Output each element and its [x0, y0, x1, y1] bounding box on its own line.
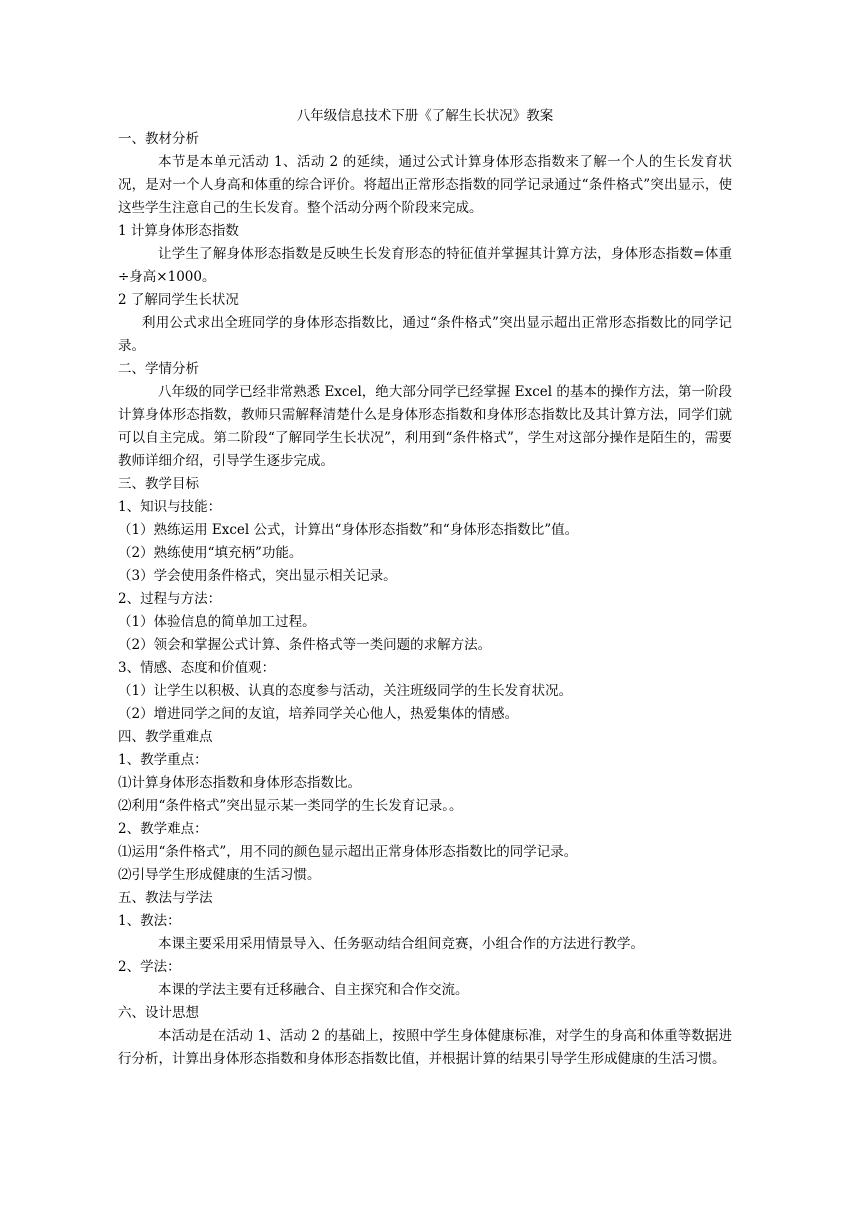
difficulty-item: ⑴运用“条件格式”，用不同的颜色显示超出正常身体形态指数比的同学记录。 [118, 844, 578, 860]
teaching-method-text: 本课主要采用采用情景导入、任务驱动结合组间竞赛，小组合作的方法进行教学。 [158, 936, 644, 952]
key-point-item: ⑵利用“条件格式”突出显示某一类同学的生长发育记录。。 [118, 798, 463, 814]
goal-1-heading: 1、知识与技能： [118, 499, 222, 515]
section-6-heading: 六、设计思想 [118, 1005, 199, 1021]
difficulty-item: ⑵引导学生形成健康的生活习惯。 [118, 867, 321, 883]
key-points-heading: 1、教学重点： [118, 752, 208, 768]
section-5-heading: 五、教法与学法 [118, 890, 213, 906]
section-1-paragraph-2: 让学生了解身体形态指数是反映生长发育形态的特征值并掌握其计算方法，身体形态指数=体重÷身高×1000。 [118, 246, 732, 285]
goal-1-item: （2）熟练使用“填充柄”功能。 [118, 545, 303, 561]
difficulties-heading: 2、教学难点： [118, 821, 208, 837]
document-page [118, 105, 732, 1071]
section-3-heading: 三、教学目标 [118, 476, 199, 492]
goal-3-heading: 3、情感、态度和价值观： [118, 660, 276, 676]
goal-2-heading: 2、过程与方法： [118, 591, 222, 607]
section-1-paragraph-1: 本节是本单元活动 1、活动 2 的延续，通过公式计算身体形态指数来了解一个人的生长发育状况，是对一个人身高和体重的综合评价。将超出正常形态指数的同学记录通过“条件格式”突出显示，使这些学生注意自己的生长发育。整个活动分两个阶段来完成。 [118, 154, 732, 216]
section-1-heading: 一、教材分析 [118, 131, 199, 147]
learning-method-text: 本课的学法主要有迁移融合、自主探究和合作交流。 [158, 982, 469, 998]
section-4-heading: 四、教学重难点 [118, 729, 213, 745]
learning-method-heading: 2、学法： [118, 959, 181, 975]
section-6-paragraph-1: 本活动是在活动 1、活动 2 的基础上，按照中学生身体健康标准，对学生的身高和体重等数据进行分析，计算出身体形态指数和身体形态指数比值，并根据计算的结果引导学生形成健康的生活习惯。 [118, 1028, 732, 1067]
teaching-method-heading: 1、教法： [118, 913, 181, 929]
goal-1-item: （3）学会使用条件格式，突出显示相关记录。 [118, 568, 397, 584]
document-title: 八年级信息技术下册《了解生长状况》教案 [296, 108, 554, 124]
section-1-paragraph-3: 利用公式求出全班同学的身体形态指数比，通过“条件格式”突出显示超出正常形态指数比的同学记录。 [118, 315, 732, 354]
section-2-paragraph-1: 八年级的同学已经非常熟悉 Excel，绝大部分同学已经掌握 Excel 的基本的操作方法，第一阶段计算身体形态指数，教师只需解释清楚什么是身体形态指数和身体形态指数比及其计算方法，同学们就可以自主完成。第二阶段“了解同学生长状况”，利用到“条件格式”，学生对这部分操作是陌生的，需要教师详细介绍，引导学生逐步完成。 [118, 384, 732, 469]
section-1-subheading-2: 2 了解同学生长状况 [118, 292, 239, 308]
section-2-heading: 二、学情分析 [118, 361, 199, 377]
section-1-subheading-1: 1 计算身体形态指数 [118, 223, 239, 239]
goal-2-item: （1）体验信息的简单加工过程。 [118, 614, 316, 630]
goal-3-item: （1）让学生以积极、认真的态度参与活动，关注班级同学的生长发育状况。 [118, 683, 573, 699]
goal-1-item: （1）熟练运用 Excel 公式，计算出“身体形态指数”和“身体形态指数比”值。 [118, 522, 579, 538]
goal-2-item: （2）领会和掌握公式计算、条件格式等一类问题的求解方法。 [118, 637, 492, 653]
key-point-item: ⑴计算身体形态指数和身体形态指数比。 [118, 775, 361, 791]
goal-3-item: （2）增进同学之间的友谊，培养同学关心他人，热爱集体的情感。 [118, 706, 519, 722]
